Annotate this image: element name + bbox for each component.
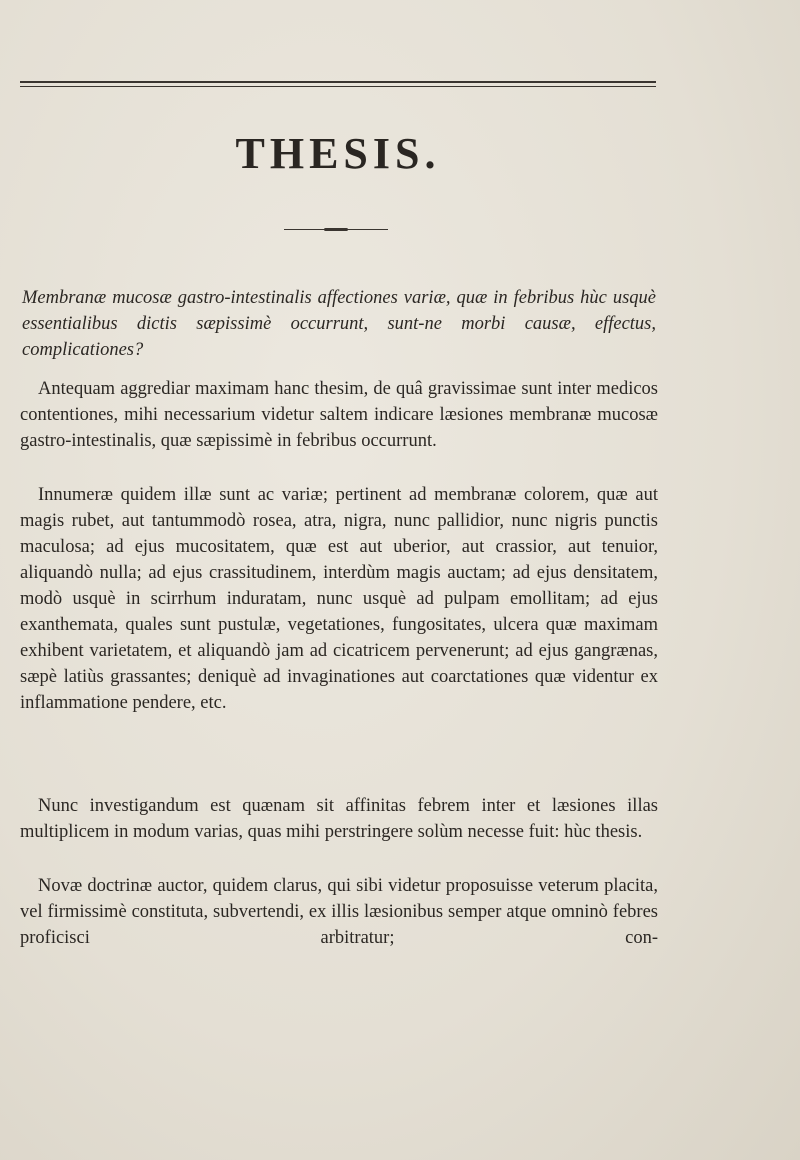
paragraph-2: Innumeræ quidem illæ sunt ac variæ; pertinent ad membranæ colorem, quæ aut magis rubet, aut tantummodò rosea, atra, nigra, nunc pallidior, nunc nigris punctis maculosa; ad ejus mucositatem, quæ est aut uberior, aut crassior, aut tenuior, aliquandò nulla; ad ejus crassitudinem, interdùm magis auctam; ad ejus densitatem, modò usquè in scirrhum induratam, nunc usquè ad pulpam emollitam; ad ejus exanthemata, quales sunt pustulæ, vegetationes, fungositates, ulcera quæ maximam exhibent varietatem, et aliquandò jam ad cicatricem pervenerunt; ad ejus gangrænas, sæpè latiùs grassantes; deniquè ad invaginationes aut coarctationes quæ videntur ex inflammatione pendere, etc. bbox=[20, 485, 658, 713]
page-title: THESIS. bbox=[235, 129, 441, 178]
top-double-rule bbox=[20, 81, 656, 87]
title-ornament-rule bbox=[284, 228, 388, 231]
thesis-question: Membranæ mucosæ gastro-intestinalis affectiones variæ, quæ in febribus hùc usquè essentialibus dictis sæpissimè occurrunt, sunt-ne morbi causæ, effectus, complicationes? bbox=[22, 288, 656, 360]
paragraph-3: Nunc investigandum est quænam sit affinitas febrem inter et læsiones illas multiplicem in modum varias, quas mihi perstringere solùm necesse fuit: hùc thesis. bbox=[20, 796, 658, 842]
paragraph-4: Novæ doctrinæ auctor, quidem clarus, qui sibi videtur proposuisse veterum placita, vel firmissimè constituta, subvertendi, ex illis læsionibus semper atque omninò febres proficisci arbitratur; con- bbox=[20, 876, 658, 948]
paragraph-1: Antequam aggrediar maximam hanc thesim, de quâ gravissimae sunt inter medicos contentiones, mihi necessarium videtur saltem indicare læsiones membranæ mucosæ gastro-intestinalis, quæ sæpissimè in febribus occurrunt. bbox=[20, 379, 658, 451]
